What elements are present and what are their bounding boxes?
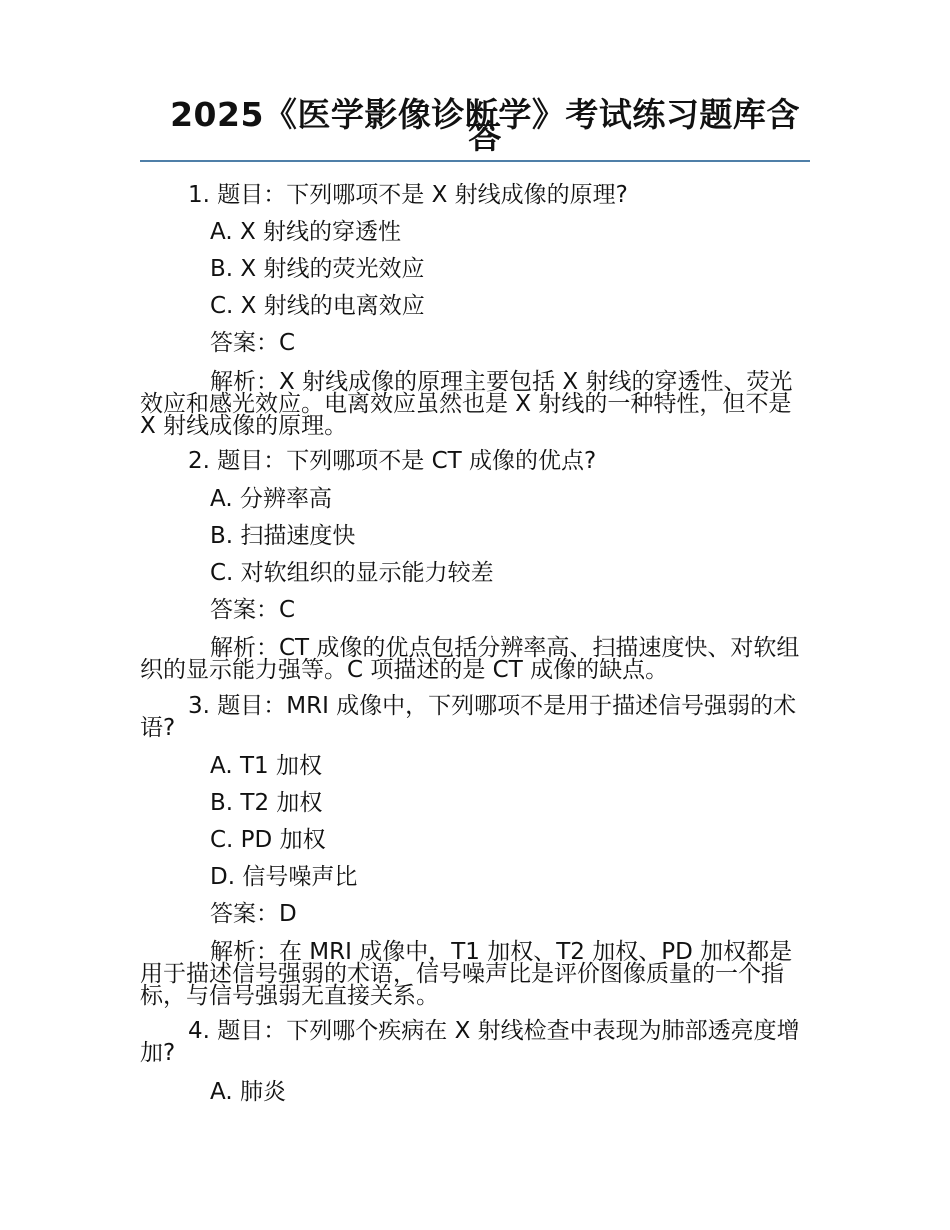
question-1-option-a: A. X 射线的穿透性 xyxy=(210,219,402,245)
question-1-option-b: B. X 射线的荧光效应 xyxy=(210,256,425,282)
question-4-option-a: A. 肺炎 xyxy=(210,1079,286,1105)
question-2-answer: 答案：C xyxy=(210,597,296,623)
question-3-option-c: C. PD 加权 xyxy=(210,827,326,853)
question-2-analysis: 解析：CT 成像的优点包括分辨率高、扫描速度快、对软组织的显示能力强等。C 项描述的是 CT 成像的缺点。 xyxy=(140,635,800,683)
question-1-stem: 1. 题目：下列哪项不是 X 射线成像的原理? xyxy=(188,182,628,208)
document-title: 2025《医学影像诊断学》考试练习题库含答 xyxy=(170,95,800,156)
question-1-answer: 答案：C xyxy=(210,330,296,356)
question-3-analysis: 解析：在 MRI 成像中，T1 加权、T2 加权、PD 加权都是用于描述信号强弱的术语，信号噪声比是评价图像质量的一个指标，与信号强弱无直接关系。 xyxy=(140,939,793,1009)
question-1-option-c: C. X 射线的电离效应 xyxy=(210,293,425,319)
question-2-option-b: B. 扫描速度快 xyxy=(210,523,356,549)
question-2-option-a: A. 分辨率高 xyxy=(210,486,332,512)
question-3-option-b: B. T2 加权 xyxy=(210,790,323,816)
question-1-analysis: 解析：X 射线成像的原理主要包括 X 射线的穿透性、荧光效应和感光效应。电离效应虽然也是 X 射线的一种特性，但不是 X 射线成像的原理。 xyxy=(140,369,793,439)
question-3-option-d: D. 信号噪声比 xyxy=(210,864,358,890)
question-4-stem: 4. 题目：下列哪个疾病在 X 射线检查中表现为肺部透亮度增加? xyxy=(140,1018,800,1066)
title-divider xyxy=(140,160,810,162)
question-3-option-a: A. T1 加权 xyxy=(210,753,322,779)
question-2-stem: 2. 题目：下列哪项不是 CT 成像的优点? xyxy=(188,448,597,474)
question-3-stem: 3. 题目：MRI 成像中，下列哪项不是用于描述信号强弱的术语? xyxy=(140,693,797,741)
question-3-answer: 答案：D xyxy=(210,901,297,927)
question-2-option-c: C. 对软组织的显示能力较差 xyxy=(210,560,494,586)
